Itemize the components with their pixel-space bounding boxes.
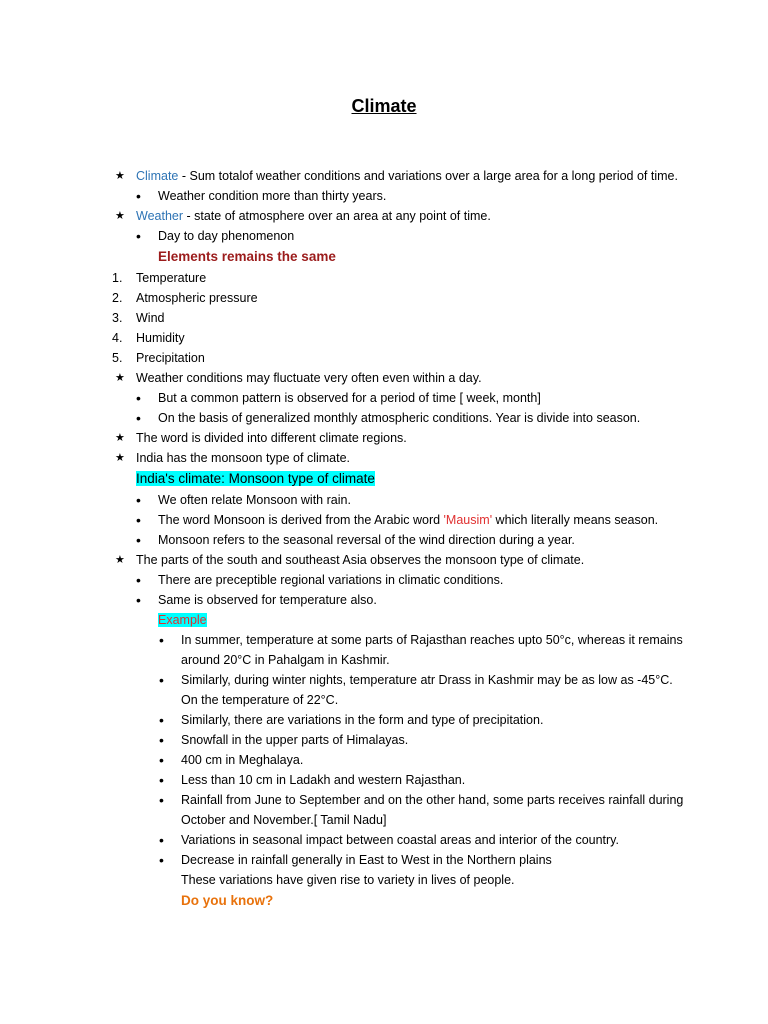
example-label-line [112,610,692,630]
list-item [112,830,692,850]
fluctuate-subpoint: On the basis of generalized monthly atmospheric conditions. Year is divide into season. [158,411,641,425]
fluctuate-text: Weather conditions may fluctuate very often even within a day. [136,371,482,385]
bullet-icon: • [159,792,164,808]
list-item [112,288,692,308]
example-text: Similarly, there are variations in the form and type of precipitation. [181,713,544,727]
asia-subpoint: Same is observed for temperature also. [158,593,377,607]
weather-term: Weather [136,209,184,223]
list-item [112,550,692,570]
bullet-icon: • [159,752,164,768]
asia-subpoint: There are preceptible regional variations in climatic conditions. [158,573,504,587]
list-item [112,590,692,610]
list-item [112,570,692,590]
example-text: Rainfall from June to September and on the other hand, some parts receives rainfall during October and November.[ Tamil Nadu] [181,793,684,827]
monsoon-rain-text: We often relate Monsoon with rain. [158,493,351,507]
elements-heading: Elements remains the same [158,249,336,264]
list-item [112,368,692,388]
bullet-icon: • [136,228,141,244]
list-number: 5. [112,351,123,365]
list-number: 1. [112,271,123,285]
bullet-icon: • [136,410,141,426]
bullet-icon: • [136,532,141,548]
list-item [112,428,692,448]
climate-definition-text: - Sum totalof weather conditions and variations over a large area for a long period of time. [178,169,678,183]
bullet-icon: • [136,512,141,528]
list-item [112,790,692,830]
example-label: Example [158,613,207,627]
variations-note: These variations have given rise to variety in lives of people. [181,873,515,887]
climate-term: Climate [136,169,179,183]
bullet-icon: • [136,592,141,608]
star-bullet-icon: ★ [115,170,125,182]
bullet-icon: • [159,672,164,688]
document-body [112,166,692,912]
list-item [112,530,692,550]
monsoon-reversal-text: Monsoon refers to the seasonal reversal of the wind direction during a year. [158,533,575,547]
example-text: Less than 10 cm in Ladakh and western Rajasthan. [181,773,466,787]
monsoon-word-before: The word Monsoon is derived from the Arabic word [158,513,444,527]
example-text: Similarly, during winter nights, temperature atr Drass in Kashmir may be as low as -45°C. On the temperature of 22°C. [181,673,673,707]
asia-text: The parts of the south and southeast Asia observes the monsoon type of climate. [136,553,585,567]
do-you-know-heading: Do you know? [181,893,274,908]
page-title: Climate [351,96,417,116]
list-item [112,408,692,428]
weather-definition [112,206,692,226]
list-item [112,770,692,790]
bullet-icon: • [136,492,141,508]
element-text: Temperature [136,271,207,285]
list-item [112,388,692,408]
list-item [112,510,692,530]
india-climate-heading [112,468,692,490]
star-bullet-icon: ★ [115,210,125,222]
star-bullet-icon: ★ [115,554,125,566]
example-text: Variations in seasonal impact between coastal areas and interior of the country. [181,833,619,847]
element-text: Wind [136,311,165,325]
climate-subpoint: Weather condition more than thirty years. [158,189,387,203]
weather-subpoint: Day to day phenomenon [158,229,295,243]
regions-text: The word is divided into different climate regions. [136,431,407,445]
list-item [112,670,692,710]
list-item [112,750,692,770]
list-item [112,630,692,670]
india-monsoon-text: India has the monsoon type of climate. [136,451,351,465]
bullet-icon: • [136,390,141,406]
example-text: 400 cm in Meghalaya. [181,753,304,767]
list-item [112,268,692,288]
list-item [112,348,692,368]
element-text: Humidity [136,331,185,345]
example-text: Decrease in rainfall generally in East to West in the Northern plains [181,853,552,867]
star-bullet-icon: ★ [115,432,125,444]
element-text: Precipitation [136,351,205,365]
bullet-icon: • [159,732,164,748]
list-item [112,448,692,468]
mausim-term: 'Mausim' [443,513,493,527]
element-text: Atmospheric pressure [136,291,258,305]
list-item [112,226,692,246]
monsoon-word-after: which literally means season. [492,513,659,527]
weather-definition-text: - state of atmosphere over an area at any point of time. [183,209,491,223]
bullet-icon: • [159,832,164,848]
list-item [112,850,692,870]
climate-definition [112,166,692,186]
bullet-icon: • [136,188,141,204]
bullet-icon: • [159,632,164,648]
list-number: 3. [112,311,123,325]
bullet-icon: • [136,572,141,588]
star-bullet-icon: ★ [115,452,125,464]
list-number: 2. [112,291,123,305]
list-item [112,730,692,750]
example-text: In summer, temperature at some parts of Rajasthan reaches upto 50°c, whereas it remains around 20°C in Pahalgam in Kashmir. [181,633,683,667]
list-item [112,490,692,510]
list-item [112,186,692,206]
star-bullet-icon: ★ [115,372,125,384]
bullet-icon: • [159,772,164,788]
fluctuate-subpoint: But a common pattern is observed for a period of time [ week, month] [158,391,541,405]
list-item [112,328,692,348]
bullet-icon: • [159,712,164,728]
list-number: 4. [112,331,123,345]
list-item [112,710,692,730]
highlighted-heading: India's climate: Monsoon type of climate [136,471,375,486]
list-item [112,308,692,328]
bullet-icon: • [159,852,164,868]
example-text: Snowfall in the upper parts of Himalayas. [181,733,409,747]
